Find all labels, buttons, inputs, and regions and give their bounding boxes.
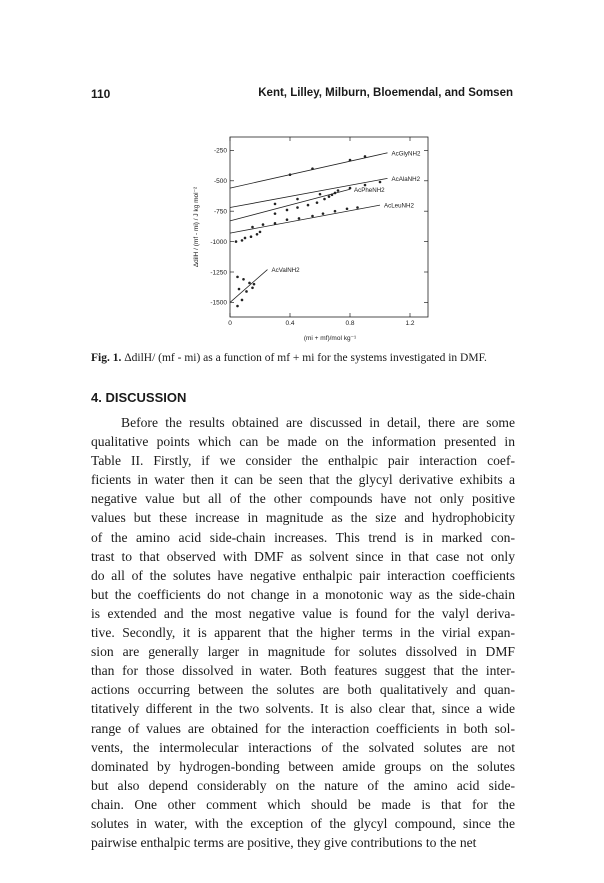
data-point bbox=[323, 198, 326, 201]
figure-caption-text: ΔdilH/ (mf - mi) as a function of mf + mi for the systems investigated in DMF. bbox=[124, 352, 487, 364]
series-label: AcValNH2 bbox=[271, 267, 300, 275]
body-line: do all of the solutes have negative enthalpic pair interaction coefficients bbox=[91, 567, 515, 583]
data-point bbox=[379, 181, 382, 184]
data-point bbox=[238, 288, 241, 291]
series-label: AcLeuNH2 bbox=[384, 202, 414, 210]
body-line: but the coefficients do not change in a monotonic way as the side-chain bbox=[91, 586, 515, 602]
figure-chart bbox=[150, 128, 450, 350]
data-point bbox=[256, 233, 259, 236]
body-line: titatively different in the two solvents. It is also clear that, since a wide bbox=[91, 701, 515, 717]
body-text bbox=[91, 413, 515, 852]
body-line: Before the results obtained are discussed in detail, there are some bbox=[121, 415, 515, 430]
data-point bbox=[253, 283, 256, 286]
data-point bbox=[235, 240, 238, 243]
data-point bbox=[274, 222, 277, 225]
body-line: but also depend considerably on the nature of the amino acid side- bbox=[91, 777, 515, 793]
data-point bbox=[241, 299, 244, 302]
data-point bbox=[262, 223, 265, 226]
data-point bbox=[296, 198, 299, 201]
body-line: ficients in water then it can be seen that the glycyl derivative exhibits a bbox=[91, 472, 515, 488]
data-point bbox=[349, 159, 352, 162]
data-point bbox=[274, 212, 277, 215]
data-point bbox=[251, 287, 254, 290]
data-point bbox=[307, 204, 310, 207]
body-line: of the amino acid side-chain increases. This trend is in marked con- bbox=[91, 529, 515, 545]
x-tick-label: 0 bbox=[228, 320, 232, 327]
data-point bbox=[286, 218, 289, 221]
data-point bbox=[274, 203, 277, 206]
running-header-authors: Kent, Lilley, Milburn, Bloemendal, and Somsen bbox=[258, 87, 513, 99]
series-label: AcGlyNH2 bbox=[391, 150, 421, 158]
section-heading: 4. DISCUSSION bbox=[91, 390, 187, 405]
body-line: pairwise enthalpic terms are positive, they give contributions to the net bbox=[91, 835, 477, 851]
series-label: AcPheNH2 bbox=[354, 186, 385, 194]
body-line: trast to that observed with DMF as solvent since in that case not only bbox=[91, 548, 515, 564]
y-axis-ticks bbox=[210, 148, 428, 307]
series-labels bbox=[272, 150, 421, 274]
figure-caption bbox=[91, 352, 531, 364]
y-tick-label: -250 bbox=[213, 147, 227, 155]
x-tick-label: 0.4 bbox=[285, 320, 295, 327]
body-line: sion are generally larger in magnitude for solutes dissolved in DMF bbox=[91, 644, 515, 660]
y-tick-label: -1250 bbox=[210, 269, 227, 277]
data-point bbox=[244, 237, 247, 240]
data-point bbox=[236, 276, 239, 279]
body-line: range of values are obtained for the interaction coefficients in both sol- bbox=[91, 720, 515, 736]
y-tick-label: -750 bbox=[213, 208, 227, 216]
x-tick-label: 1.2 bbox=[405, 320, 415, 327]
data-point bbox=[296, 206, 299, 209]
x-tick-label: 0.8 bbox=[345, 320, 355, 327]
body-line: dominated by hydrogen-bonding between amide groups on the solutes bbox=[91, 758, 515, 774]
data-point bbox=[241, 239, 244, 242]
data-point bbox=[242, 278, 245, 281]
body-line: negative value but all of the other compounds have not only positive bbox=[91, 491, 515, 507]
body-line: is extended and the most negative value is found for the valyl deriva- bbox=[91, 605, 515, 621]
y-tick-label: -1000 bbox=[210, 238, 227, 246]
data-point bbox=[322, 212, 325, 215]
data-point bbox=[349, 187, 352, 190]
body-line: than for those dissolved in water. Both features suggest that the inter- bbox=[91, 663, 515, 679]
body-line: chain. One other comment which should be made is that for the bbox=[91, 796, 515, 812]
body-line: vents, the intermolecular interactions of the solvated solutes are not bbox=[91, 739, 515, 755]
data-point bbox=[289, 173, 292, 176]
data-point bbox=[331, 193, 334, 196]
body-line: values but these increase in magnitude as the size and hydrophobicity bbox=[91, 510, 515, 526]
y-axis-label: ΔdilH / (mf - mi) / J kg mol⁻² bbox=[193, 186, 200, 268]
x-axis-label: (mi + mf)/mol kg⁻¹ bbox=[303, 335, 357, 342]
series-label: AcAlaNH2 bbox=[391, 175, 421, 183]
data-point bbox=[311, 167, 314, 170]
data-point bbox=[250, 235, 253, 238]
series-points bbox=[235, 155, 382, 307]
data-point bbox=[311, 215, 314, 218]
data-point bbox=[298, 217, 301, 220]
data-point bbox=[334, 210, 337, 213]
series-line bbox=[230, 270, 268, 303]
data-point bbox=[364, 155, 367, 158]
data-point bbox=[328, 195, 331, 198]
data-point bbox=[245, 290, 248, 293]
body-line: solutes in water, with the exception of the glycyl compound, since the bbox=[91, 815, 515, 831]
page-number: 110 bbox=[91, 87, 111, 101]
data-point bbox=[334, 192, 337, 195]
data-point bbox=[259, 231, 262, 234]
y-tick-label: -500 bbox=[213, 178, 227, 186]
data-point bbox=[286, 209, 289, 212]
data-point bbox=[316, 201, 319, 204]
data-point bbox=[248, 282, 251, 285]
data-point bbox=[236, 305, 239, 308]
y-tick-label: -1500 bbox=[210, 299, 227, 307]
data-point bbox=[319, 193, 322, 196]
data-point bbox=[251, 226, 254, 229]
data-point bbox=[346, 207, 349, 210]
series-line bbox=[230, 205, 380, 233]
figure-caption-label: Fig. 1. bbox=[91, 352, 122, 364]
data-point bbox=[356, 206, 359, 209]
body-line: actions occurring between the solutes are both qualitatively and quan- bbox=[91, 682, 515, 698]
body-line: Table II. Firstly, if we consider the enthalpic pair interaction coef- bbox=[91, 453, 515, 469]
data-point bbox=[337, 189, 340, 192]
x-axis-ticks bbox=[228, 137, 415, 327]
plot-frame bbox=[230, 137, 428, 317]
body-line: qualitative points which can be made on the information presented in bbox=[91, 434, 515, 450]
body-line: tive. Secondly, it is apparent that the higher terms in the virial expan- bbox=[91, 625, 515, 641]
